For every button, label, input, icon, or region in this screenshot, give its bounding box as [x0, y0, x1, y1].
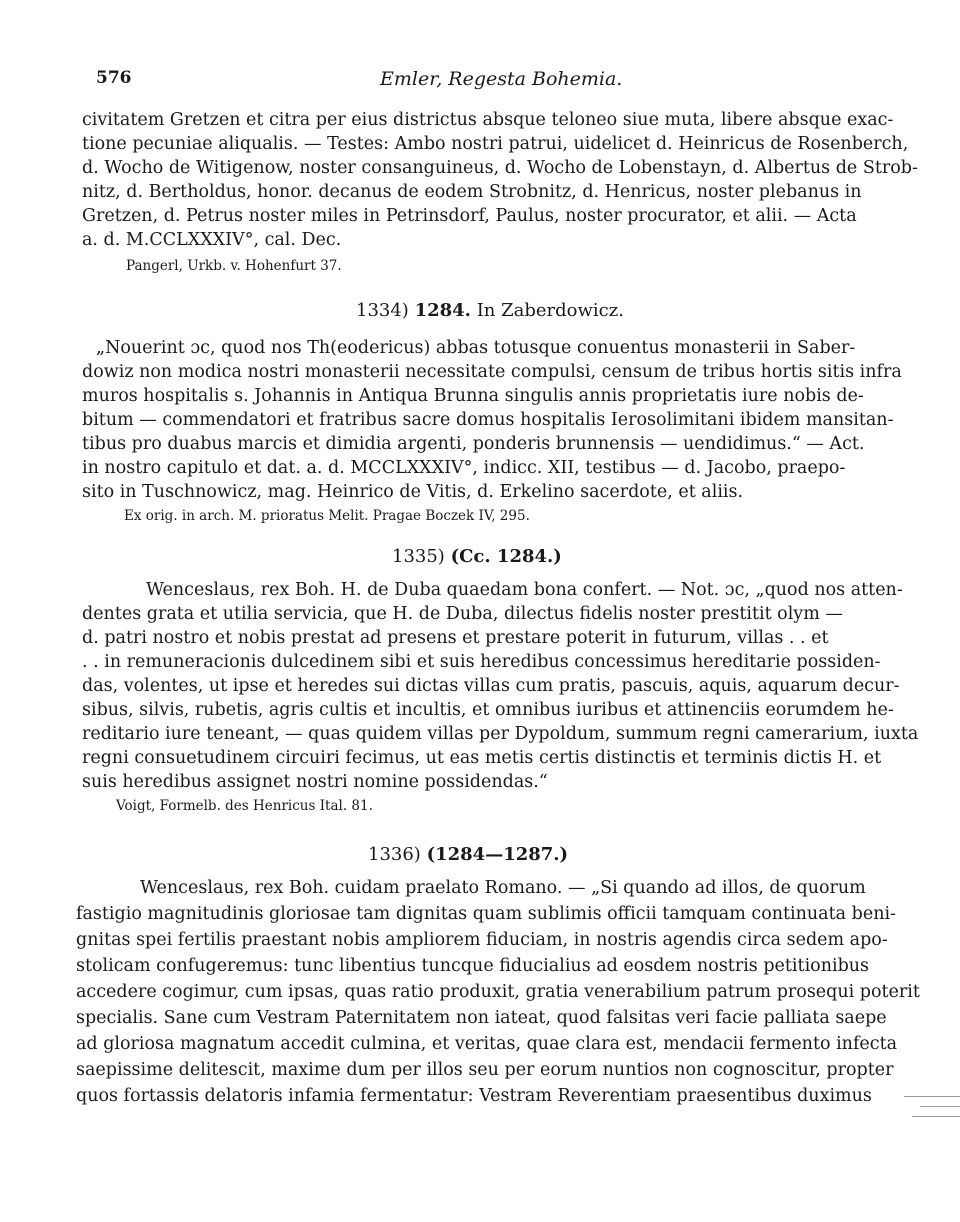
text-line: saepissime delitescit, maxime dum per illos seu per eorum nuntios non cognoscitur, propter: [76, 1060, 894, 1080]
source-citation: Pangerl, Urkb. v. Hohenfurt 37.: [126, 258, 342, 274]
text-line: nitz, d. Bertholdus, honor. decanus de eodem Strobnitz, d. Henricus, noster plebanus in: [82, 182, 862, 202]
scan-artifact-line: [912, 1116, 960, 1117]
document-number: 1335): [392, 546, 445, 567]
page-header: [96, 68, 856, 98]
text-line: muros hospitalis s. Johannis in Antiqua Brunna singulis annis proprietatis iure nobis de-: [82, 386, 864, 406]
document-heading: [392, 546, 562, 567]
source-citation: Voigt, Formelb. des Henricus Ital. 81.: [116, 798, 373, 814]
running-title: Emler, Regesta Bohemia.: [380, 68, 623, 90]
text-line: suis heredibus assignet nostri nomine possidendas.“: [82, 772, 548, 792]
text-line: „Nouerint ɔc, quod nos Th(eodericus) abbas totusque conuentus monasterii in Saber-: [96, 338, 856, 358]
text-line: reditario iure teneant, — quas quidem villas per Dypoldum, summum regni camerarium, iuxta: [82, 724, 919, 744]
text-line: tibus pro duabus marcis et dimidia argenti, ponderis brunnensis — uendidimus.“ — Act.: [82, 434, 865, 454]
text-line: dentes grata et utilia servicia, que H. de Duba, dilectus fidelis noster prestitit olym —: [82, 604, 843, 624]
document-heading: [368, 844, 568, 865]
source-citation: Ex orig. in arch. M. prioratus Melit. Pragae Boczek IV, 295.: [124, 508, 530, 524]
text-line: fastigio magnitudinis gloriosae tam dignitas quam sublimis officii tamquam continuata beni-: [76, 904, 896, 924]
text-line: Wenceslaus, rex Boh. H. de Duba quaedam bona confert. — Not. ɔc, „quod nos atten-: [146, 580, 903, 600]
text-line: specialis. Sane cum Vestram Paternitatem non iateat, quod falsitas veri facie palliata saepe: [76, 1008, 887, 1028]
text-line: d. patri nostro et nobis prestat ad presens et prestare poterit in futurum, villas . . et: [82, 628, 829, 648]
text-line: Wenceslaus, rex Boh. cuidam praelato Romano. — „Si quando ad illos, de quorum: [140, 878, 866, 898]
text-line: accedere cogimur, cum ipsas, quas ratio produxit, gratia venerabilium patrum prosequi poterit: [76, 982, 920, 1002]
text-line: . . in remuneracionis dulcedinem sibi et suis heredibus concessimus hereditarie possiden-: [82, 652, 881, 672]
document-number: 1334): [356, 300, 409, 321]
text-line: a. d. M.CCLXXXIV°, cal. Dec.: [82, 230, 342, 250]
text-line: sito in Tuschnowicz, mag. Heinrico de Vitis, d. Erkelino sacerdote, et aliis.: [82, 482, 744, 502]
document-place: In Zaberdowicz.: [476, 300, 624, 321]
text-line: stolicam confugeremus: tunc libentius tuncque fiducialius ad eosdem nostris petitionibus: [76, 956, 870, 976]
text-line: tione pecuniae aliqualis. — Testes: Ambo nostri patrui, uidelicet d. Heinricus de Rosenberch,: [82, 134, 909, 154]
text-line: gnitas spei fertilis praestant nobis ampliorem fiduciam, in nostris agendis circa sedem apo-: [76, 930, 888, 950]
page-number: 576: [96, 68, 132, 88]
document-year: 1284.: [414, 300, 471, 321]
text-line: in nostro capitulo et dat. a. d. MCCLXXXIV°, indicc. XII, testibus — d. Jacobo, praepo-: [82, 458, 846, 478]
document-heading: [356, 300, 624, 321]
text-line: quos fortassis delatoris infamia fermentatur: Vestram Reverentiam praesentibus duximus: [76, 1086, 872, 1106]
text-line: dowiz non modica nostri monasterii necessitate compulsi, censum de tribus hortis sitis infra: [82, 362, 902, 382]
document-year: (Cc. 1284.): [450, 546, 562, 567]
document-year: (1284—1287.): [426, 844, 569, 865]
text-line: civitatem Gretzen et citra per eius districtus absque teloneo siue muta, libere absque exac-: [82, 110, 894, 130]
text-line: sibus, silvis, rubetis, agris cultis et incultis, et omnibus iuribus et attinenciis eorumdem he-: [82, 700, 894, 720]
text-line: regni consuetudinem circuiri fecimus, ut eas metis certis distinctis et terminis dictis H. et: [82, 748, 882, 768]
text-line: bitum — commendatori et fratribus sacre domus hospitalis Ierosolimitani ibidem mansitan-: [82, 410, 894, 430]
text-line: das, volentes, ut ipse et heredes sui dictas villas cum pratis, pascuis, aquis, aquarum decur-: [82, 676, 900, 696]
text-line: ad gloriosa magnatum accedit culmina, et veritas, quae clara est, mendacii fermento infecta: [76, 1034, 898, 1054]
text-line: d. Wocho de Witigenow, noster consanguineus, d. Wocho de Lobenstayn, d. Albertus de Strob-: [82, 158, 918, 178]
document-number: 1336): [368, 844, 421, 865]
text-line: Gretzen, d. Petrus noster miles in Petrinsdorf, Paulus, noster procurator, et alii. — Acta: [82, 206, 857, 226]
scan-artifact-line: [920, 1106, 960, 1107]
scan-artifact-line: [904, 1096, 960, 1097]
